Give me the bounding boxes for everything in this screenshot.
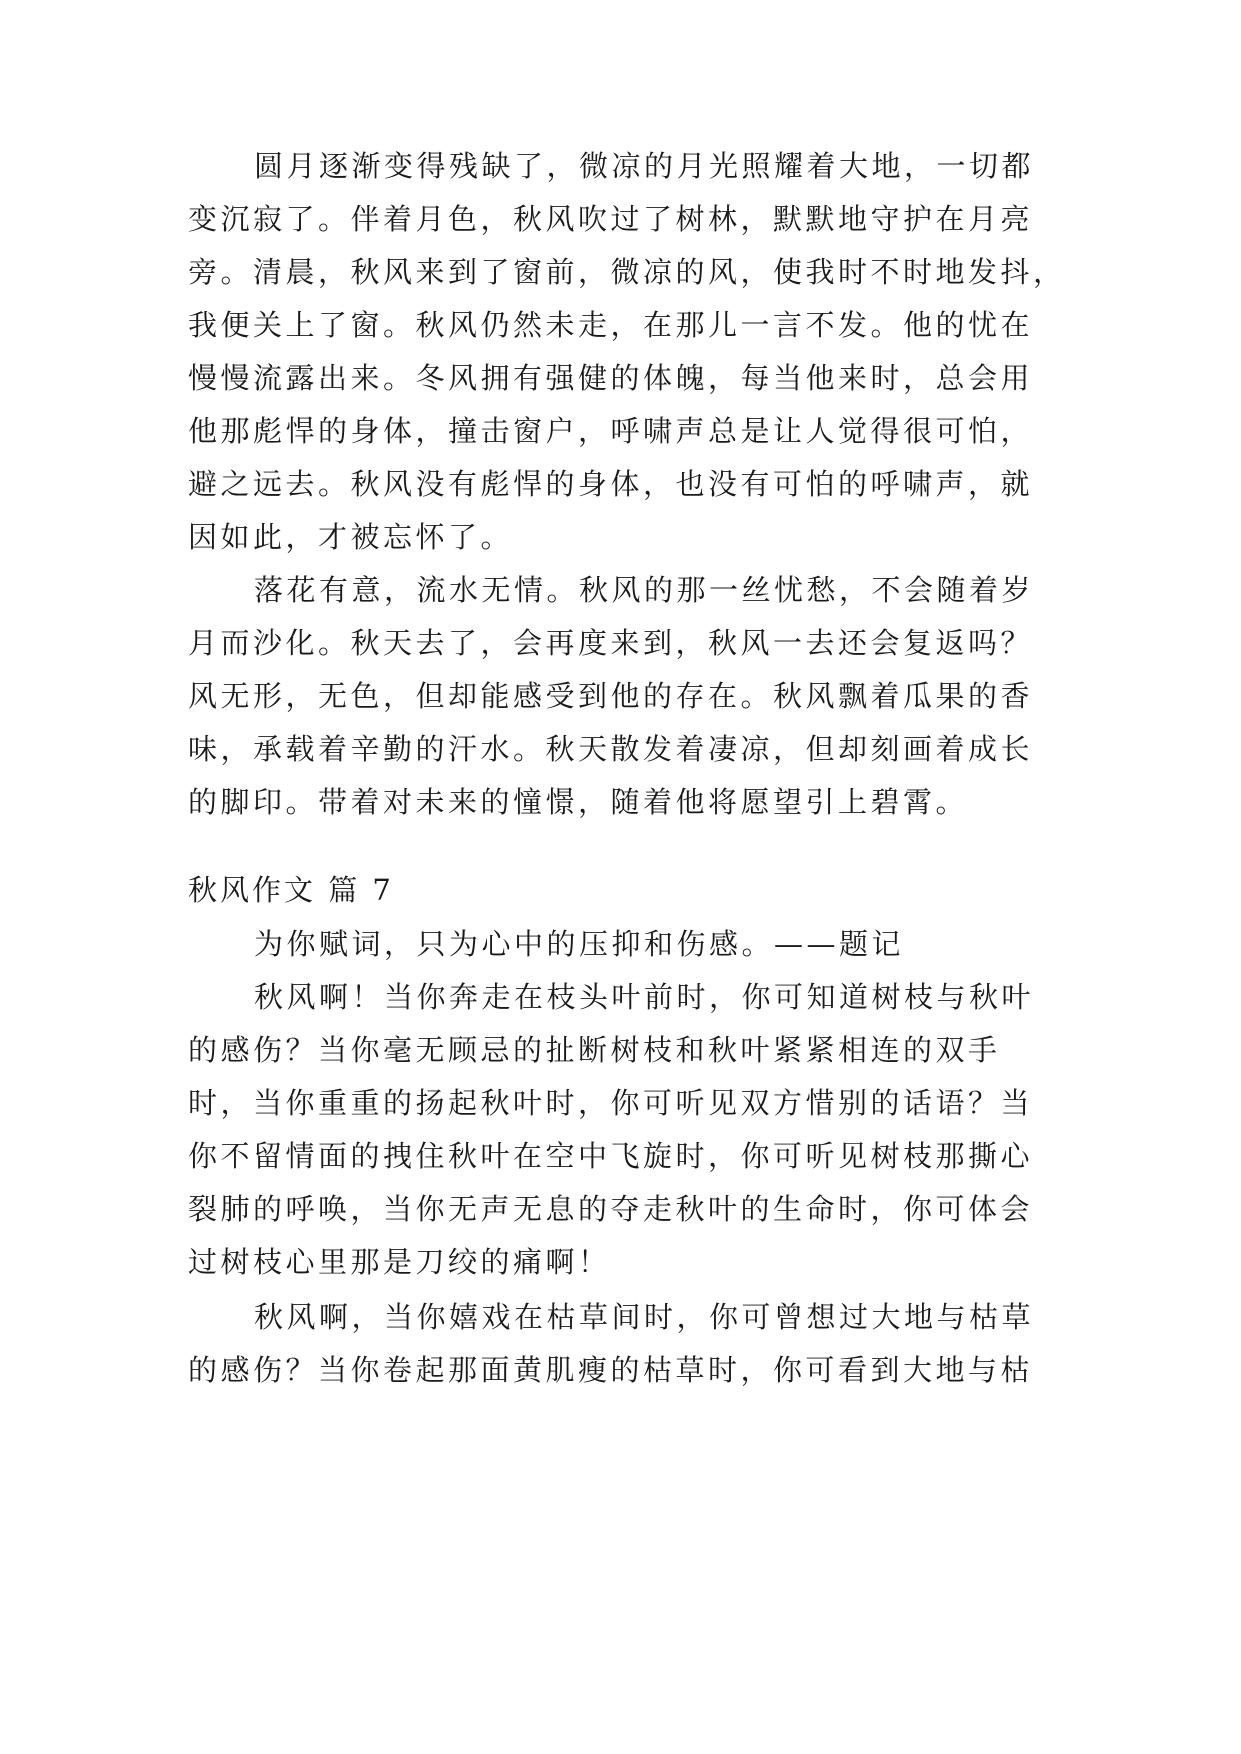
paragraph-1-line-7: 避之远去。秋风没有彪悍的身体，也没有可怕的呼啸声，就: [188, 467, 1034, 501]
paragraph-1-line-5: 慢慢流露出来。冬风拥有强健的体魄，每当他来时，总会用: [188, 361, 1034, 395]
paragraph-4-line-1: 秋风啊，当你嬉戏在枯草间时，你可曾想过大地与枯草: [254, 1300, 1035, 1334]
paragraph-1-line-6: 他那彪悍的身体，撞击窗户，呼啸声总是让人觉得很可怕，: [188, 414, 1034, 448]
epigraph: 为你赋词，只为心中的压抑和伤感。——题记: [254, 927, 905, 961]
paragraph-2-line-5: 的脚印。带着对未来的憧憬，随着他将愿望引上碧霄。: [188, 785, 969, 819]
paragraph-3-line-5: 裂肺的呼唤，当你无声无息的夺走秋叶的生命时，你可体会: [188, 1192, 1034, 1226]
paragraph-4-line-2: 的感伤？当你卷起那面黄肌瘦的枯草时，你可看到大地与枯: [188, 1353, 1034, 1387]
paragraph-1-line-8: 因如此，才被忘怀了。: [188, 520, 514, 554]
paragraph-2-line-4: 味，承载着辛勤的汗水。秋天散发着凄凉，但却刻画着成长: [188, 732, 1034, 766]
paragraph-3-line-4: 你不留情面的拽住秋叶在空中飞旋时，你可听见树枝那撕心: [188, 1139, 1034, 1173]
paragraph-3-line-1: 秋风啊！当你奔走在枝头叶前时，你可知道树枝与秋叶: [254, 980, 1035, 1014]
paragraph-1-line-1: 圆月逐渐变得残缺了，微凉的月光照耀着大地，一切都: [254, 149, 1035, 183]
paragraph-3-line-3: 时，当你重重的扬起秋叶时，你可听见双方惜别的话语？当: [188, 1086, 1034, 1120]
paragraph-2-line-1: 落花有意，流水无情。秋风的那一丝忧愁，不会随着岁: [254, 573, 1035, 607]
section-heading: 秋风作文 篇 7: [188, 873, 394, 907]
paragraph-3-line-2: 的感伤？当你毫无顾忌的扯断树枝和秋叶紧紧相连的双手: [188, 1033, 1001, 1067]
paragraph-2-line-2: 月而沙化。秋天去了，会再度来到，秋风一去还会复返吗？: [188, 626, 1034, 660]
paragraph-1-line-4: 我便关上了窗。秋风仍然未走，在那儿一言不发。他的忧在: [188, 308, 1034, 342]
paragraph-2-line-3: 风无形，无色，但却能感受到他的存在。秋风飘着瓜果的香: [188, 679, 1034, 713]
paragraph-3-line-6: 过树枝心里那是刀绞的痛啊！: [188, 1245, 611, 1279]
paragraph-1-line-2: 变沉寂了。伴着月色，秋风吹过了树林，默默地守护在月亮: [188, 202, 1034, 236]
paragraph-1-line-3: 旁。清晨，秋风来到了窗前，微凉的风，使我时不时地发抖，: [188, 255, 1066, 289]
